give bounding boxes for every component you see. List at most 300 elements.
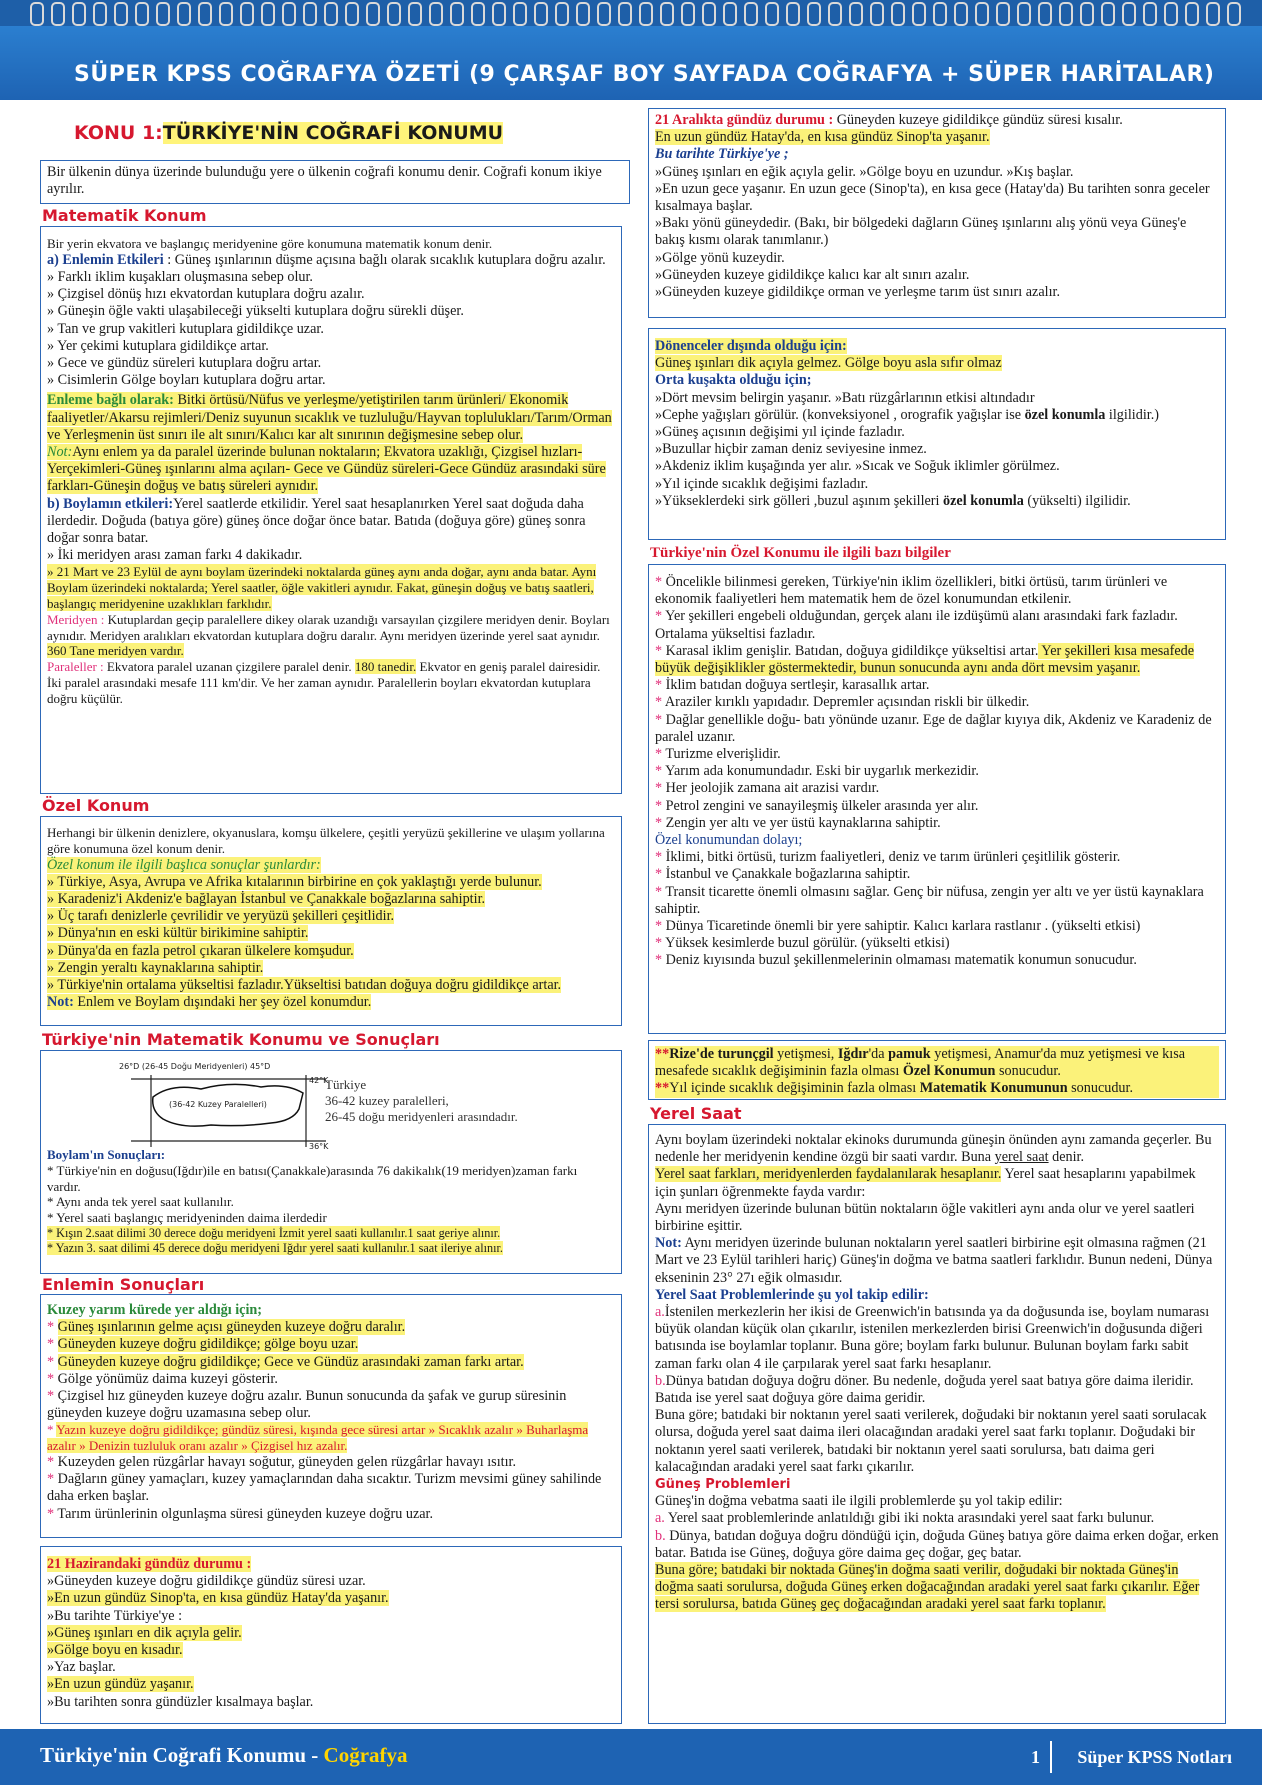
enlem-etki-item-text: » Cisimlerin Gölge boyları kutuplara doğru artar. (47, 372, 326, 389)
spiral-ring (1206, 2, 1220, 26)
spiral-ring (618, 2, 632, 26)
spiral-ring (1122, 2, 1136, 26)
tmk-hl-1: * Kışın 2.saat dilimi 30 derece doğu meridyeni İzmit yerel saati kullanılır.1 saat geriye alınır. (47, 1225, 501, 1240)
paralel-highlight: 180 tanedir. (354, 659, 417, 675)
enlem-etkileri-text: : Güneş ışınlarının düşme açısına bağlı olarak sıcaklık kutuplara doğru azalır. (163, 251, 606, 268)
spiral-ring (303, 2, 317, 26)
tmk-heading: Türkiye'nin Matematik Konumu ve Sonuçları (42, 1030, 440, 1049)
ozel-konum-heading: Özel Konum (42, 796, 150, 815)
ozel-intro: Herhangi bir ülkenin denizlere, okyanuslara, komşu ülkelere, çeşitli yeryüzü şekillerine ve ulaşım yollarına göre konumuna özel konum denir. (47, 825, 605, 856)
enlem-etki-item-text: » Gece ve gündüz süreleri kutuplara doğru artar. (47, 355, 322, 372)
spiral-ring (366, 2, 380, 26)
enlem-etki-item (47, 372, 615, 389)
bullet-mark: * (655, 797, 666, 814)
haziran-item (47, 1676, 615, 1693)
ozel-sonuc-item-text: » Dünya'nın en eski kültür birikimine sahiptir. (47, 925, 309, 942)
enlem-sonuc-hl-item-text: Güneş ışınlarının gelme açısı güneyden kuzeye doğru daralır. (57, 1319, 406, 1336)
haziran-item-text: »Güneş ışınları en dik açıyla gelir. (47, 1624, 242, 1641)
enlemin-sonuclari-heading: Enlemin Sonuçları (42, 1275, 205, 1294)
bullet-mark: * (47, 1422, 57, 1438)
ozel-konum-item-2 (655, 884, 1219, 918)
ys-p1b: yerel saat (994, 1149, 1049, 1166)
header-title: SÜPER KPSS COĞRAFYA ÖZETİ (9 ÇARŞAF BOY SAYFADA COĞRAFYA + SÜPER HARİTALAR) (74, 62, 1215, 87)
spiral-ring (282, 2, 296, 26)
ys-p1a: Aynı boylam üzerindeki noktalar ekinoks durumunda güneşin önünden aynı zamanda geçerler. Bu nedenle her meridyenin kendine özgü bir saati vardır. Buna (655, 1132, 1212, 1166)
enlem-sonuc-item-2-text: Dağların güney yamaçları, kuzey yamaçlarından daha sıcaktır. Turizm mevsimi güney sahilinde daha erken başlar. (47, 1471, 602, 1505)
boylam-sonuc-item-text: * Türkiye'nin en doğusu(Iğdır)ile en batısı(Çanakkale)arasında 76 dakikalık(19 meridyen)zaman farkı vardır. (47, 1162, 578, 1194)
spiral-ring (492, 2, 506, 26)
rize-t3: yetişmesi, Anamur'da muz yetişmesi ve kısa mesafede sıcaklık değişiminin fazla olması (655, 1046, 1186, 1080)
enlem-etki-item (47, 269, 615, 286)
spiral-ring (996, 2, 1010, 26)
ys-b-text: Dünya batıdan doğuya doğru döner. Bu nedenle, doğuda yerel saat batıya göre daima ileridir. Batıda ise yerel saat doğuya göre daima geridir. (655, 1372, 1194, 1407)
don-l7b: özel konumla (943, 492, 1024, 509)
map-caption (325, 1077, 518, 1125)
spiral-ring (555, 2, 569, 26)
es-sub: Kuzey yarım kürede yer aldığı için; (47, 1302, 263, 1318)
ozel-konum-item-2-text: Transit ticarette önemli olmasını sağlar. Genç bir nüfusa, zengin yer altı ve yer üstü kaynaklara sahiptir. (655, 883, 1204, 917)
ozk-i2: Yer şekilleri engebeli olduğundan, gerçek alanı ile izdüşümü alanı arasındaki fark fazladır. Ortalama yükseltisi fazladır. (655, 608, 1178, 642)
ozel-konum-item-text: Her jeolojik zamana ait arazisi vardır. (665, 780, 880, 797)
boylam-sonuclari-heading: Boylam'ın Sonuçları: (47, 1147, 166, 1162)
bullet-mark: * (47, 1505, 58, 1522)
bullet-mark: * (47, 1370, 58, 1387)
bullet-mark: * (655, 780, 666, 797)
enlem-sonuc-item (47, 1388, 615, 1422)
enlem-sonuc-item (47, 1371, 615, 1388)
spiral-ring (51, 2, 65, 26)
ozel-konum-item-2 (655, 935, 1219, 952)
enlem-sonuc-item-2 (47, 1506, 615, 1523)
aralik-sub: Bu tarihte Türkiye'ye ; (655, 146, 789, 163)
paralel-label: Paraleller : (47, 659, 104, 675)
haziran-item (47, 1625, 615, 1642)
rize-stars: ** (655, 1046, 670, 1062)
spiral-ring (891, 2, 905, 26)
map-caption-1: Türkiye (325, 1077, 367, 1092)
paralel-text: Ekvatora paralel uzanan çizgilere paralel denir. (103, 659, 355, 675)
aralik-l6: »Güneyden kuzeye gidildikçe orman ve yerleşme tarım üst sınırı azalır. (655, 284, 1061, 301)
spiral-ring (765, 2, 779, 26)
map-label-36: 36°K (309, 1142, 329, 1151)
enlem-etki-item-text: » Güneşin öğle vakti ulaşabileceği yükselti kutuplara doğru sürekli düşer. (47, 303, 464, 320)
spiral-ring (639, 2, 653, 26)
bullet-mark: * (655, 763, 666, 780)
spiral-ring (534, 2, 548, 26)
ys-a-text: İstenilen merkezlerin her ikisi de Greenwich'in batısında ya da doğusunda ise, boylam numarası büyük olandan küçük olan çıkarılır, istenilen merkezlerden birisi Greenwich'in doğusunda diğeri batısında ise boylamlar toplanır. Buna göre; boylam farkı bulunur. Bulunan boylam farkı sabit zaman farkı olan 4 ile çarpılarak yerel saat farkı hesaplanır. (655, 1304, 1210, 1372)
spiral-ring (450, 2, 464, 26)
yerel-saat-heading: Yerel Saat (650, 1104, 742, 1123)
ozel-sonuc-item-text: » Üç tarafı denizlerle çevrilidir ve yeryüzü şekilleri çeşitlidir. (47, 908, 395, 925)
haziran-item (47, 1659, 615, 1676)
rize-t1: yetişmesi, (773, 1046, 838, 1062)
meridyen-label: Meridyen : (47, 611, 105, 627)
spiral-ring (240, 2, 254, 26)
ozel-not-text: Enlem ve Boylam dışındaki her şey özel konumdur. (73, 994, 372, 1011)
matematik-konum-box (40, 226, 622, 794)
map-caption-3: 26-45 doğu meridyenleri arasındadır. (325, 1109, 518, 1124)
haziran-item (47, 1694, 615, 1711)
ys-p4: Buna göre; batıdaki bir noktanın yerel saati verilerek, doğudaki bir noktanın yerel saati sorulacak olursa, doğuda yerel saat daima ileri olacağından aradaki yerel saat farkı toplanır. Doğudaki bir noktanın yerel saati verilerek, batıdaki bir noktanın yerel saati sorulursa, batı daima geri kalacağından aradaki yerel saat farkı çıkarılır. (655, 1407, 1207, 1475)
footer-separator (1050, 1741, 1052, 1773)
bullet-mark: * (47, 1336, 58, 1353)
don-l7a: »Yükseklerdeki sirk gölleri ,buzul aşınım şekilleri (655, 492, 944, 509)
mat-intro: Bir yerin ekvatora ve başlangıç meridyenine göre konumuna matematik konum denir. (47, 236, 493, 251)
konu-title (74, 122, 503, 144)
ozel-sonuc-item-text: » Türkiye'nin ortalama yükseltisi fazladır.Yükseltisi batıdan doğuya doğru gidildikçe artar. (47, 977, 562, 994)
gunes-problemleri-heading: Güneş Problemleri (655, 1477, 791, 1493)
ozel-sonuc-item-text: » Türkiye, Asya, Avrupa ve Afrika kıtalarının birbirine en çok yaklaştığı yerde bulunur. (47, 873, 542, 890)
bullet-mark: * (655, 935, 666, 952)
bullet-mark: * (655, 883, 666, 900)
ozel-konum-item-2 (655, 952, 1219, 969)
ozel-sonuc-item (47, 908, 615, 925)
bullet-mark: * (655, 952, 666, 969)
boylam-item-2: » 21 Mart ve 23 Eylül de aynı boylam üzerindeki noktalarda güneş aynı anda doğar, aynı anda batar. Aynı Boylam üzerindeki noktalarda; Yerel saatler, öğle vakitleri aynıdır. Fakat, güneşin doğuş ve batış saatleri, başlangıç meridyenine uzaklıkları farklıdır. (47, 564, 597, 612)
boylam-sonuc-item (47, 1163, 613, 1195)
ys-p3: Aynı meridyen üzerinde bulunan bütün noktaların öğle vakitleri aynı anda olur ve yerel saatleri birbirine eşittir. (655, 1200, 1195, 1235)
ozk-sub: Özel konumundan dolayı; (655, 832, 803, 849)
ozk-i1: Öncelikle bilinmesi gereken, Türkiye'nin iklim özellikleri, bitki örtüsü, tarım ürünleri ve ekonomik faaliyetleri hem matematik hem de özel konumundan etkilenir. (655, 574, 1168, 608)
enlem-sonuc-item-text: Gölge yönümüz daima kuzeyi gösterir. (57, 1370, 278, 1387)
ys-p2a: Yerel saat farkları, meridyenlerden faydalanılarak hesaplanır. (655, 1166, 1002, 1183)
bullet-mark: * (655, 677, 666, 694)
spiral-ring (93, 2, 107, 26)
page-footer (0, 1729, 1262, 1785)
ozel-konum-item-2-text: Yüksek kesimlerde buzul görülür. (yükselti etkisi) (665, 935, 950, 952)
boylam-sonuc-item-text: * Aynı anda tek yerel saat kullanılır. (47, 1194, 234, 1210)
meridyen-highlight: 360 Tane meridyen vardır. (47, 643, 184, 659)
ozel-konum-item-2-text: Dünya Ticaretinde önemli bir yere sahiptir. Kalıcı karlara rastlanır . (yükselti etkisi) (665, 918, 1141, 935)
ozel-konum-item-2-text: İstanbul ve Çanakkale boğazlarına sahiptir. (665, 866, 911, 883)
spiral-ring (345, 2, 359, 26)
haziran-item (47, 1642, 615, 1659)
spiral-ring (429, 2, 443, 26)
spiral-ring (597, 2, 611, 26)
bullet-mark: * (655, 918, 666, 935)
enlem-red-line (47, 1422, 615, 1454)
ozel-sonuc-item (47, 943, 615, 960)
ys-p1c: denir. (1048, 1149, 1085, 1166)
ozel-konum-item-text: Dağlar genellikle doğu- batı yönünde uzanır. Ege de dağlar kıyıya dik, Akdeniz ve Karadeniz de paralel uzanır. (655, 711, 1212, 745)
enlem-sonuc-item-text: Çizgisel hız güneyden kuzeye doğru azalır. Bunun sonucunda da şafak ve gurup süresinin güneyden kuzeye doğru uzamasına sebep olur. (47, 1388, 567, 1422)
aralik-t2: En uzun gündüz Hatay'da, en kısa gündüz Sinop'ta yaşanır. (655, 129, 990, 146)
ys-gb-text: Dünya, batıdan doğuya doğru döndüğü için, doğuda Güneş batıya göre daima erken doğar, erken batar. Batıda ise Güneş, doğuya göre daima geç doğar, geç batar. (655, 1527, 1219, 1561)
don-l2a: »Cephe yağışları görülür. (konveksiyonel , orografik yağışlar ise (655, 406, 1025, 423)
enlem-etki-item-text: » Çizgisel dönüş hızı ekvatordan kutuplara doğru azalır. (47, 286, 365, 303)
spiral-ring (681, 2, 695, 26)
spiral-ring (1059, 2, 1073, 26)
haziran-title: 21 Hazirandaki gündüz durumu : (47, 1556, 252, 1572)
ozel-konum-item-text: Yarım ada konumundadır. Eski bir uygarlık merkezidir. (665, 763, 979, 780)
map-label-42: 42°K (309, 1076, 329, 1085)
enlem-sonuc-hl-item-text: Güneyden kuzeye doğru gidildikçe; Gece ve Gündüz arasındaki zaman farkı artar. (57, 1353, 524, 1370)
ozel-konum-box (40, 816, 622, 1026)
spiral-ring (807, 2, 821, 26)
bullet-mark: * (655, 866, 666, 883)
aralik-title: 21 Aralıkta gündüz durumu : (655, 112, 834, 128)
ozel-konum-item-2 (655, 866, 1219, 883)
don-l2c: ilgilidir.) (1105, 406, 1159, 423)
ozel-konum-item-2-text: İklimi, bitki örtüsü, turizm faaliyetleri, deniz ve tarım ürünleri çeşitlilik gösterir. (665, 849, 1121, 866)
boylam-sonuc-item (47, 1194, 613, 1210)
konu-title-text: TÜRKİYE'NİN COĞRAFİ KONUMU (162, 122, 504, 144)
ozel-konum-item-2 (655, 849, 1219, 866)
boylam-sonuc-item-text: * Yerel saati başlangıç meridyeninden daima ilerdedir (47, 1210, 327, 1226)
rize-stars-2: ** (655, 1080, 670, 1097)
ozel-konum-item-text: Turizme elverişlidir. (665, 746, 781, 763)
spiral-ring (954, 2, 968, 26)
paralel-text-2: Ekvator en geniş paralel dairesidir. İki paralel arasındaki mesafe 111 km'dir. Ve her zaman aynıdır. Paralellerin boyları ekvatordan kutuplara doğru küçülür. (47, 659, 601, 706)
enlem-sonuc-item-2 (47, 1454, 615, 1471)
spiral-ring (471, 2, 485, 26)
aralik-l4: »Gölge yönü kuzeydir. (655, 249, 785, 266)
ys-not-text: Aynı meridyen üzerinde bulunan noktaların yerel saatleri birbirine eşit olmasına rağmen (21 Mart ve 23 Eylül tarihleri hariç) Güneş'in doğma ve batma saatleri farklıdır. Bunun nedeni, Dünya ekseninin 23° 27ı eğik olmasıdır. (655, 1235, 1213, 1286)
haziran-item (47, 1590, 615, 1607)
haziran-box (40, 1546, 622, 1724)
ozel-konum-item (655, 815, 1219, 832)
haziran-item-text: »Yaz başlar. (47, 1659, 116, 1676)
ozel-sonuc-item (47, 874, 615, 891)
ys-b-label: b. (655, 1372, 666, 1389)
bullet-mark: * (47, 1353, 58, 1370)
enlem-etki-item (47, 303, 615, 320)
boylam-item-1: » İki meridyen arası zaman farkı 4 dakikadır. (47, 547, 303, 564)
page-header (0, 26, 1262, 100)
bullet-mark: * (655, 814, 666, 831)
intro-text: Bir ülkenin dünya üzerinde bulunduğu yere o ülkenin coğrafi konumu denir. Coğrafi konum ikiye ayrılır. (47, 164, 602, 198)
don-l7c: (yükselti) ilgilidir. (1023, 492, 1131, 509)
bullet-mark: * (655, 711, 666, 728)
ozel-sub: Özel konum ile ilgili başlıca sonuçlar şunlardır: (47, 856, 321, 873)
spiral-ring (660, 2, 674, 26)
ozel-sonuc-item-text: » Karadeniz'i Akdeniz'e bağlayan İstanbul ve Çanakkale boğazlarına sahiptir. (47, 891, 486, 907)
spiral-ring (513, 2, 527, 26)
spiral-ring (156, 2, 170, 26)
footer-brand: Süper KPSS Notları (1077, 1747, 1232, 1767)
ozk-i3b: Yer şekilleri kısa mesafede büyük değişiklikler göstermektedir, bunun sonucunda aynı anda dört mevsim yaşanır. (655, 642, 1195, 677)
haziran-item-text: »En uzun gündüz yaşanır. (47, 1676, 194, 1693)
bullet-mark: * (47, 1454, 58, 1471)
map-label-center: (36-42 Kuzey Paralelleri) (169, 1100, 267, 1109)
ozel-konum-item-text: Araziler kırıklı yapıdadır. Depremler açısından riskli bir ülkedir. (664, 694, 1030, 711)
ys-not-label: Not: (655, 1235, 682, 1252)
spiral-ring (576, 2, 590, 26)
intro-box (40, 160, 630, 204)
ys-gb-highlight: Buna göre; batıdaki bir noktada Güneş'in doğma saati verilir, doğudaki bir noktada Güneş'in doğma saati sorulursa, doğuda Güneş erken doğacağından aradaki yerel saat farkı çıkarılır. Eğer tersi sorulursa, batıda Güneş geç doğacağından aradaki yerel saat farkı toplanır. (655, 1562, 1200, 1613)
meridyen-text: Kutuplardan geçip paralellere dikey olarak uzandığı varsayılan çizgilere meridyen denir. Boyları aynıdır. Meridyen aralıkları ekvatordan kutuplara doğru daralır. Aynı meridyen üzerinde yerel saat aynıdır. (47, 611, 610, 643)
spiral-ring (135, 2, 149, 26)
bullet-mark: * (47, 1319, 58, 1336)
ys-ga-text: Yerel saat problemlerinde anlatıldığı gibi iki nokta arasındaki yerel saat farkı bulunur. (664, 1510, 1155, 1527)
spiral-ring (114, 2, 128, 26)
map-label-top: 26°D (26-45 Doğu Meridyenleri) 45°D (119, 1062, 271, 1071)
aralik-t1: Güneyden kuzeye gidildikçe gündüz süresi kısalır. (833, 112, 1123, 128)
mat-not-label: Not: (47, 444, 73, 461)
aralik-l3: »Bakı yönü güneydedir. (Bakı, bir bölgedeki dağların Güneş ışınlarını alış yönü veya Güneş'e bakış kısmı olarak tanımlanır.) (655, 215, 1187, 249)
ozel-sonuc-item (47, 960, 615, 977)
ys-prob-heading: Yerel Saat Problemlerinde şu yol takip edilir: (655, 1286, 929, 1303)
rize-matematik-konum: Matematik Konumunun (919, 1080, 1068, 1097)
spiral-ring (219, 2, 233, 26)
ozel-sonuc-item (47, 925, 615, 942)
spiral-ring (702, 2, 716, 26)
haziran-item (47, 1608, 615, 1625)
tmk-box (40, 1050, 622, 1274)
yerel-saat-box (648, 1124, 1226, 1724)
ozel-konum-item (655, 712, 1219, 746)
ozel-konum-item (655, 677, 1219, 694)
ozel-not-label: Not: (47, 994, 74, 1011)
rize-ozel-konum: Özel Konumun (902, 1063, 996, 1080)
enlem-etki-item-text: » Farklı iklim kuşakları oluşmasına sebep olur. (47, 269, 313, 285)
map-caption-2: 36-42 kuzey paralelleri, (325, 1093, 449, 1108)
ozel-konum-item (655, 746, 1219, 763)
enlem-sonuc-hl-item (47, 1319, 615, 1336)
rize-t4: sonucudur. (995, 1063, 1061, 1080)
spiral-ring (723, 2, 737, 26)
bullet-mark: * (47, 1471, 58, 1488)
haziran-item-text: »Bu tarihten sonra gündüzler kısalmaya başlar. (47, 1693, 314, 1710)
rize-t2: 'da (868, 1046, 889, 1062)
spiral-ring (1227, 2, 1241, 26)
enlemin-sonuclari-box (40, 1294, 622, 1538)
haziran-item-text: »Gölge boyu en kısadır. (47, 1642, 183, 1659)
spiral-ring (828, 2, 842, 26)
spiral-ring (1101, 2, 1115, 26)
spiral-ring (408, 2, 422, 26)
ys-a-label: a. (655, 1304, 665, 1321)
page-number: 1 (1031, 1747, 1040, 1767)
ozel-konum-item (655, 763, 1219, 780)
spiral-ring (1080, 2, 1094, 26)
enlem-sonuc-hl-item (47, 1354, 615, 1371)
ozel-sonuc-item-text: » Dünya'da en fazla petrol çıkaran ülkelere komşudur. (47, 942, 354, 959)
enlem-etki-item (47, 321, 615, 338)
spiral-ring (30, 2, 44, 26)
ozel-sonuc-item (47, 977, 615, 994)
enlem-etki-item (47, 355, 615, 372)
enlem-etki-item-text: » Tan ve grup vakitleri kutuplara gidildikçe uzar. (47, 320, 324, 337)
spiral-ring (1017, 2, 1031, 26)
haziran-item-text: »En uzun gündüz Sinop'ta, en kısa gündüz Hatay'da yaşanır. (47, 1590, 389, 1607)
ozel-konum-item-text: Petrol zengini ve sanayileşmiş ülkeler arasında yer alır. (665, 797, 979, 814)
don-t3: Orta kuşakta olduğu için; (655, 372, 812, 389)
konu-prefix: KONU 1: (74, 122, 163, 144)
spiral-ring (1164, 2, 1178, 26)
aralik-l5: »Güneyden kuzeye gidildikçe kalıcı kar alt sınırı azalır. (655, 266, 970, 283)
ozel-konum-bilgiler-box: * Öncelikle bilinmesi gereken, Türkiye'nin iklim özellikleri, bitki örtüsü, tarım ürünleri ve ekonomik faaliyetleri hem matematik hem de özel konumundan etkilenir. * Yer şekilleri engebeli olduğundan, gerçek alanı ile izdüşümü alanı arasındaki fark fazladır. Ortalama yükseltisi fazladır. * Karasal iklim genişlir. Batıdan, doğuya gidildikçe yükseltisi artar. Yer şekilleri kısa mesafede büyük değişiklikler göstermektedir, bunun sonucunda aynı anda dört mevsim yaşanır. * İklim batıdan doğuya sertleşir, karasallık artar. * Araziler kırıklı yapıdadır. Depremler açısından riskli bir ülkedir. * Dağlar genellikle doğu- batı yönünde uzanır. Ege de dağlar kıyıya dik, Akdeniz ve Karadeniz de paralel uzanır. * Turizme elverişlidir. * Yarım ada konumundadır. Eski bir uygarlık merkezidir. * Her jeolojik zamana ait arazisi vardır. * Petrol zengini ve sanayileşmiş ülkeler arasında yer alır. * Zengin yer altı ve yer üstü kaynaklarına sahiptir. Özel konumundan dolayı; * İklimi, bitki örtüsü, turizm faaliyetleri, deniz ve tarım ürünleri çeşitlilik gösterir. * İstanbul ve Çanakkale boğazlarına sahiptir. * Transit ticarette önemli olmasını sağlar. Genç bir nüfusa, zengin yer altı ve yer üstü kaynaklara sahiptir. * Dünya Ticaretinde önemli bir yere sahiptir. Kalıcı karlara rastlanır . (yükselti etkisi) * Yüksek kesimlerde buzul görülür. (yükselti etkisi) * Deniz kıyısında buzul şekillenmelerinin olmaması matematik konumun sonucudur. (648, 564, 1226, 1034)
spiral-binding (0, 0, 1262, 26)
footer-title (40, 1743, 408, 1768)
ys-gb-label: b. (655, 1527, 666, 1544)
bullet-mark: * (655, 746, 666, 763)
spiral-ring (975, 2, 989, 26)
enlem-sonuc-hl-item-text: Güneyden kuzeye doğru gidildikçe; gölge boyu uzar. (57, 1336, 359, 1353)
enlem-etki-item (47, 338, 615, 355)
rize-igdir: Iğdır (837, 1046, 869, 1062)
don-l1: »Dört mevsim belirgin yaşanır. »Batı rüzgârlarının etkisi altındadır (655, 389, 1035, 406)
ys-ga-label: a. (655, 1510, 665, 1527)
enlem-etkileri-label: a) Enlemin Etkileri (47, 251, 164, 268)
spiral-ring (1185, 2, 1199, 26)
spiral-ring (198, 2, 212, 26)
boylam-sonuc-item (47, 1210, 613, 1226)
ozel-konum-bilgiler-heading: Türkiye'nin Özel Konumu ile ilgili bazı bilgiler (650, 545, 951, 561)
spiral-ring (387, 2, 401, 26)
don-l2b: özel konumla (1024, 406, 1106, 423)
don-l6: »Yıl içinde sıcaklık değişimi fazladır. (655, 475, 869, 492)
rize-box (648, 1040, 1226, 1100)
ozel-sonuc-item-text: » Zengin yeraltı kaynaklarına sahiptir. (47, 959, 264, 976)
enlem-red-line-text: Yazın kuzeye doğru gidildikçe; gündüz süresi, kışında gece süresi artar » Sıcaklık azalır » Buharlaşma azalır » Denizin tuzluluk oranı azalır » Çizgisel hız azalır. (47, 1422, 589, 1454)
rize-pamuk: pamuk (888, 1046, 931, 1062)
enleme-bagli-label: Enleme bağlı olarak: (47, 392, 174, 409)
ys-gp1: Güneş'in doğma vebatma saati ile ilgili problemlerde şu yol takip edilir: (655, 1493, 1063, 1510)
spiral-ring (324, 2, 338, 26)
spiral-ring (1038, 2, 1052, 26)
aralik-l1: »Güneş ışınları en eğik açıyla gelir. »Gölge boyu en uzundur. »Kış başlar. (655, 163, 1074, 180)
spiral-ring (912, 2, 926, 26)
ozel-sonuc-item (47, 891, 615, 908)
boylam-etkileri-label: b) Boylamın etkileri: (47, 495, 174, 512)
ozel-konum-item (655, 798, 1219, 815)
matematik-konum-heading: Matematik Konum (42, 206, 207, 225)
ozel-konum-item (655, 694, 1219, 711)
don-t1: Dönenceler dışında olduğu için: (655, 338, 847, 354)
footer-title-text: Türkiye'nin Coğrafi Konumu - (40, 1743, 324, 1767)
spiral-ring (849, 2, 863, 26)
donenceler-box (648, 328, 1226, 540)
don-l3: »Güneş açısının değişimi yıl içinde fazladır. (655, 424, 905, 441)
rize-t6: sonucudur. (1067, 1080, 1134, 1097)
ozel-konum-item-text: Zengin yer altı ve yer üstü kaynaklarına sahiptir. (665, 814, 941, 831)
ys-p2b: Yerel saat hesaplarını yapabilmek için şunları öğrenmekte fayda vardır: (655, 1166, 1196, 1200)
aralik-l2: »En uzun gece yaşanır. En uzun gece (Sinop'ta), en kısa gece (Hatay'da) Bu tarihten sonra geceler kısalmaya başlar. (655, 180, 1210, 215)
enlem-sonuc-item-2-text: Kuzeyden gelen rüzgârlar havayı soğutur, güneyden gelen rüzgârlar havayı ısıtır. (57, 1454, 517, 1471)
ozel-konum-item-2-text: Deniz kıyısında buzul şekillenmelerinin olmaması matematik konumun sonucudur. (665, 952, 1137, 969)
rize-t5: Yıl içinde sıcaklık değişiminin fazla olması (669, 1080, 920, 1097)
spiral-ring (261, 2, 275, 26)
bullet-mark: * (655, 849, 666, 866)
rize-turuncgil: Rize'de turunçgil (669, 1046, 774, 1062)
tmk-hl-2: * Yazın 3. saat dilimi 45 derece doğu meridyeni Iğdır yerel saati kullanılır.1 saat ileriye alınır. (47, 1240, 503, 1255)
spiral-ring (177, 2, 191, 26)
haziran-item-text: »Güneyden kuzeye doğru gidildikçe gündüz süresi uzar. (47, 1573, 366, 1590)
bullet-mark: * (47, 1388, 58, 1405)
spiral-ring (933, 2, 947, 26)
mat-not-text: Aynı enlem ya da paralel üzerinde bulunan noktaların; Ekvatora uzaklığı, Çizgisel hızları-Yerçekimleri-Güneş ışınlarını alma açıları- Gece ve Gündüz süreleri-Gece Gündüz arasındaki süre farkları-Güneşin doğuş ve batış süreleri aynıdır. (47, 444, 606, 495)
aralik-box (648, 108, 1226, 318)
ozel-konum-item-2 (655, 918, 1219, 935)
don-l5: »Akdeniz iklim kuşağında yer alır. »Sıcak ve Soğuk iklimler görülmez. (655, 458, 1060, 475)
footer-title-accent: Coğrafya (323, 1743, 408, 1767)
haziran-item-text: »Bu tarihte Türkiye'ye : (47, 1607, 183, 1624)
enlem-sonuc-item-2-text: Tarım ürünlerinin olgunlaşma süresi güneyden kuzeye doğru uzar. (57, 1505, 434, 1522)
haziran-item (47, 1573, 615, 1590)
boylam-etkileri-text: Yerel saatlerde etkilidir. Yerel saat hesaplanırken Yerel saat doğuda daha ilerdedir. Doğuda (batıya göre) güneş önce doğar önce batar. Batıda (doğuya göre) güneş sonra doğar sonra batar. (47, 495, 586, 547)
spiral-ring (786, 2, 800, 26)
turkey-map (111, 1057, 351, 1157)
ozel-konum-item (655, 780, 1219, 797)
bullet-mark: * (655, 694, 665, 711)
don-t2: Güneş ışınları dik açıyla gelmez. Gölge boyu asla sıfır olmaz (655, 355, 1002, 372)
enlem-etki-item-text: » Yer çekimi kutuplara gidildikçe artar. (47, 337, 269, 354)
enlem-sonuc-item-2 (47, 1471, 615, 1505)
enleme-bagli-text: Bitki örtüsü/Nüfus ve yerleşme/yetiştirilen tarım ürünleri/ Ekonomik faaliyetler/Akarsu rejimleri/Deniz suyunun sıcaklık ve tuzluluğu/Hayvan toplulukları/Tarım/Orman ve Yerleşmenin üst sınırı ile alt sınırı/Kalıcı kar alt sınırının değişmesine sebep olur. (47, 392, 612, 443)
enlem-etki-item (47, 286, 615, 303)
ozk-i3a: Karasal iklim genişlir. Batıdan, doğuya gidildikçe yükseltisi artar. (665, 642, 1039, 659)
